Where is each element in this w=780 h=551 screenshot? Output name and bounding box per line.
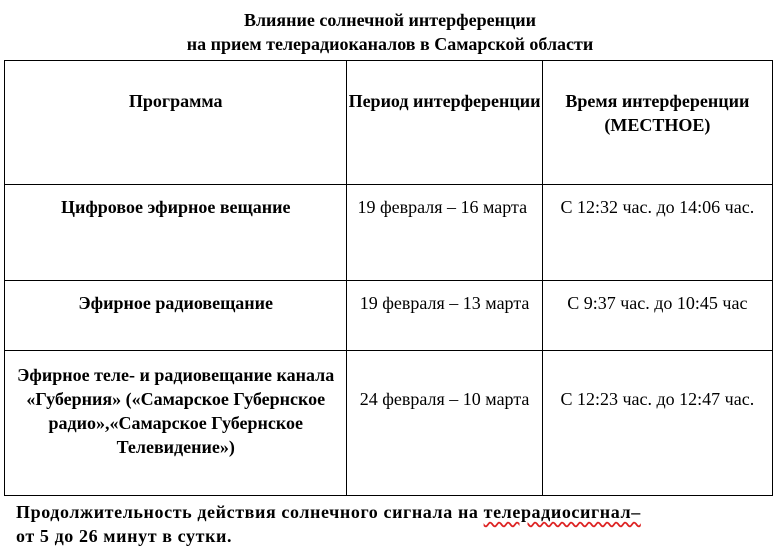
header-program: Программа bbox=[5, 61, 347, 185]
header-time bbox=[542, 61, 772, 185]
footer-text: Продолжительность действия солнечного сигнала на bbox=[16, 502, 484, 522]
table-header-row bbox=[5, 61, 773, 185]
header-time-label: Время интерференции bbox=[565, 91, 750, 111]
table-row bbox=[5, 281, 773, 351]
table-row bbox=[5, 185, 773, 281]
footer-line-2: от 5 до 26 минут в сутки. bbox=[16, 526, 233, 546]
interference-table bbox=[4, 60, 773, 496]
row-period: 24 февраля – 10 марта bbox=[347, 351, 542, 496]
table-row bbox=[5, 351, 773, 496]
document-title bbox=[0, 8, 780, 56]
row-period: 19 февраля – 13 марта bbox=[347, 281, 542, 351]
title-line-2: на прием телерадиоканалов в Самарской области bbox=[186, 34, 594, 54]
header-period: Период интерференции bbox=[347, 61, 542, 185]
row-time: С 9:37 час. до 10:45 час bbox=[542, 281, 772, 351]
row-program: Эфирное радиовещание bbox=[5, 281, 347, 351]
title-line-1: Влияние солнечной интерференции bbox=[243, 10, 537, 30]
row-time: С 12:23 час. до 12:47 час. bbox=[542, 351, 772, 496]
header-time-note: (МЕСТНОЕ) bbox=[604, 115, 711, 135]
row-program: Эфирное теле- и радиовещание канала «Губерния» («Самарское Губернское радио»,«Самарское Губернское Телевидение») bbox=[5, 351, 347, 496]
footer-note bbox=[16, 500, 776, 548]
footer-line-1 bbox=[16, 500, 776, 524]
row-program: Цифровое эфирное вещание bbox=[5, 185, 347, 281]
row-time: С 12:32 час. до 14:06 час. bbox=[542, 185, 772, 281]
footer-text-tail: телерадиосигнал– bbox=[483, 502, 641, 522]
row-period: 19 февраля – 16 марта bbox=[347, 185, 542, 281]
